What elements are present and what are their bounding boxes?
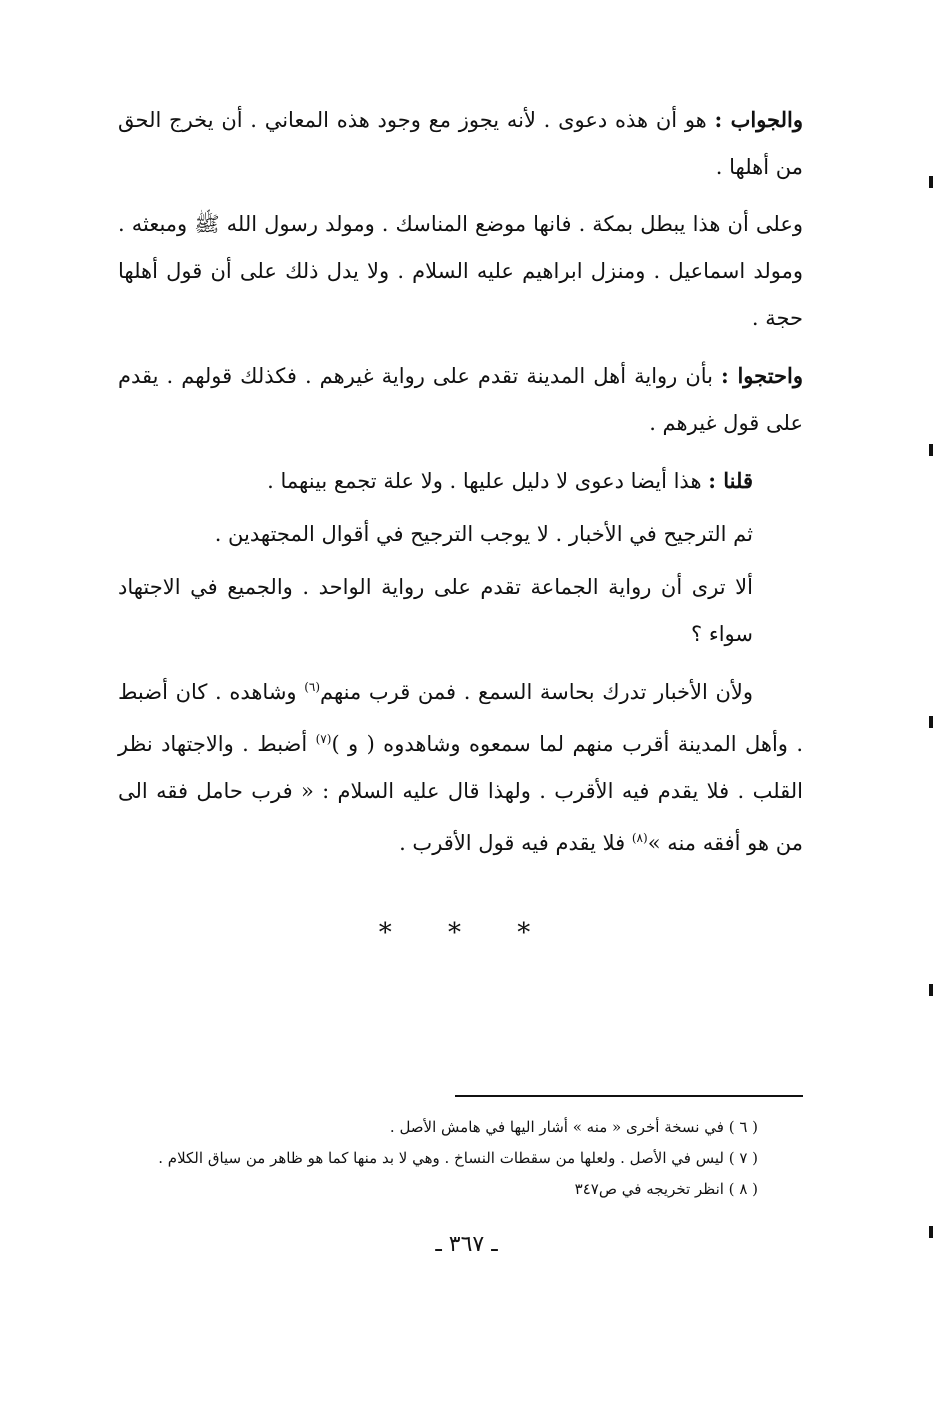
paragraph-hearing [118,664,803,867]
main-text [118,96,803,867]
footnote-6: ( ٦ ) في نسخة أخرى « منه » أشار اليها في هامش الأصل . [389,1118,758,1136]
paragraph-text: بأن رواية أهل المدينة تقدم على رواية غيرهم . فكذلك قولهم . يقدم على قول غيرهم . [118,364,803,435]
paragraph-mecca [118,201,803,342]
paragraph-text: هو أن هذه دعوى . لأنه يجوز مع وجود هذه المعاني . أن يخرج الحق من أهلها . [118,108,803,179]
footnote-ref-7: (٧) [315,732,332,746]
paragraph-group-narration [118,564,803,658]
paragraph-text: فلا يقدم فيه قول الأقرب . [399,831,632,855]
paragraph-heading: واحتجوا : [721,363,803,388]
footnote-ref-8: (٨) [631,831,648,845]
paragraph-reply [118,457,803,505]
scan-edge-mark [929,176,933,188]
paragraph-text: ثم الترجيح في الأخبار . لا يوجب الترجيح في أقوال المجتهدين . [214,522,753,546]
paragraph-heading: قلنا : [708,468,753,493]
paragraph-heading: والجواب : [714,107,803,132]
paragraph-argument [118,352,803,447]
scan-edge-mark [929,984,933,996]
footnote-8: ( ٨ ) انظر تخريجه في ص٣٤٧ [574,1180,758,1198]
paragraph-text: ولأن الأخبار تدرك بحاسة السمع . فمن قرب منهم [320,680,753,704]
section-separator: * * * [378,918,555,948]
paragraph-answer [118,96,803,191]
paragraph-preference [118,511,803,558]
footnote-7: ( ٧ ) ليس في الأصل . ولعلها من سقطات النساخ . وهي لا بد منها كما هو ظاهر من سياق الكلام . [158,1149,758,1167]
scan-edge-mark [929,444,933,456]
paragraph-text: هذا أيضا دعوى لا دليل عليها . ولا علة تجمع بينهما . [267,469,709,493]
scan-edge-mark [929,716,933,728]
page-number: ـ ٣٦٧ ـ [435,1232,498,1257]
paragraph-text: ألا ترى أن رواية الجماعة تقدم على رواية الواحد . والجميع في الاجتهاد سواء ؟ [118,575,753,646]
scan-edge-mark [929,1226,933,1238]
paragraph-text: وعلى أن هذا يبطل بمكة . فانها موضع المناسك . ومولد رسول الله ﷺ ومبعثه . ومولد اسماعيل . ومنزل ابراهيم عليه السلام . ولا يدل ذلك على أن قول أهلها حجة . [118,212,803,330]
paragraph-text: وشاهده . كان أضبط . وأهل المدينة أقرب منهم لما سمعوه وشاهدوه ( و ) [118,680,804,756]
footnote-divider [455,1095,803,1097]
footnote-ref-6: (٦) [304,680,321,694]
footnotes [118,1112,758,1205]
paragraph-text: أضبط . والاجتهاد نظر القلب . فلا يقدم فيه الأقرب . ولهذا قال عليه السلام : « فرب حامل فقه الى من هو أفقه منه » [118,732,803,855]
